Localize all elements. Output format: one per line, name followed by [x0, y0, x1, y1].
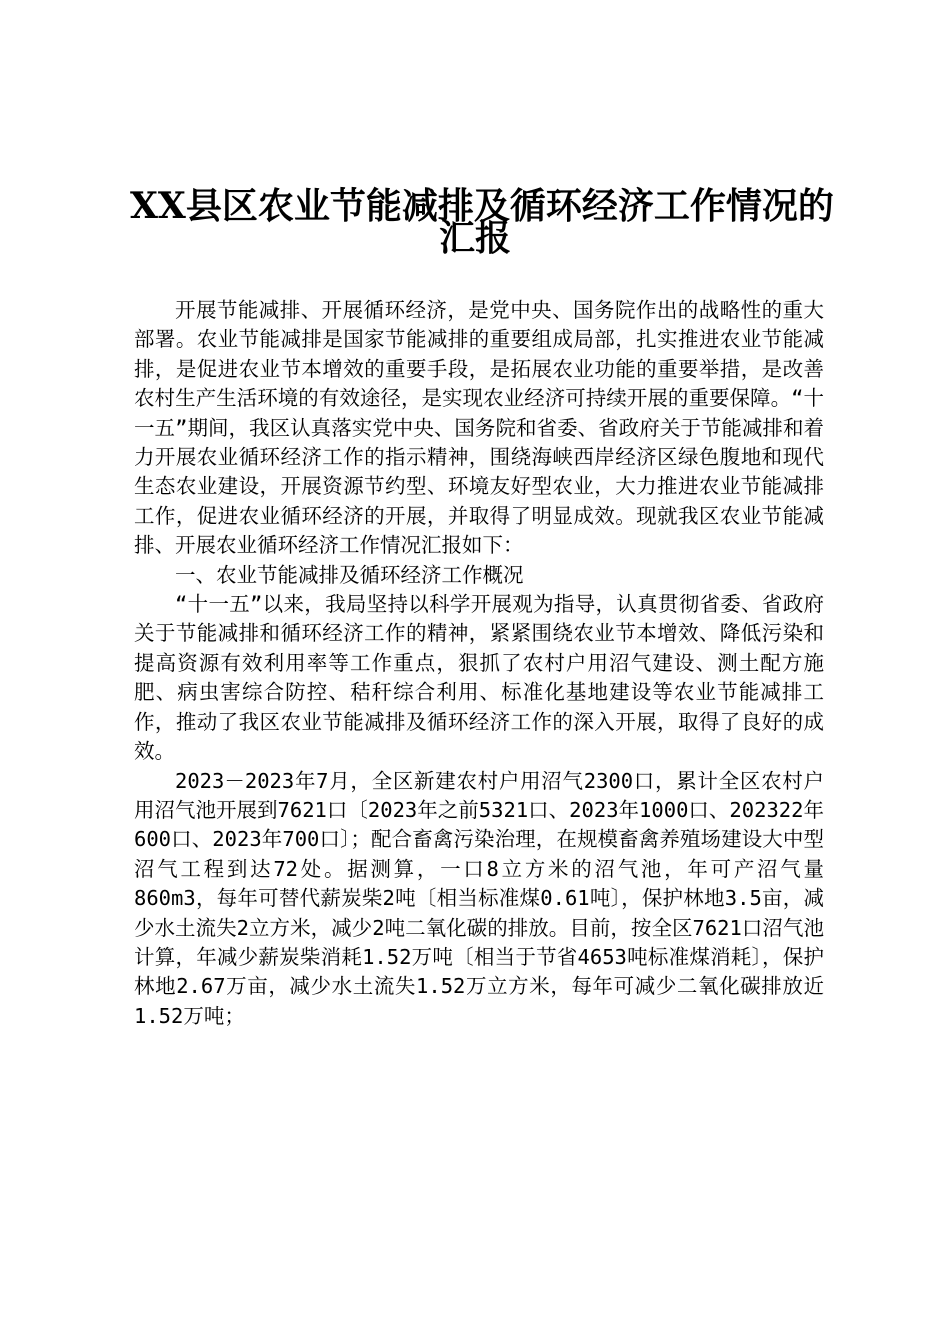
paragraph-intro: 开展节能减排、开展循环经济，是党中央、国务院作出的战略性的重大部署。农业节能减排是国家节能减排的重要组成局部，扎实推进农业节能减排，是促进农业节本增效的重要手段，是拓展农业功能的重要举措，是改善农村生产生活环境的有效途径，是实现农业经济可持续开展的重要保障。“十一五”期间，我区认真落实党中央、国务院和省委、省政府关于节能减排和着力开展农业循环经济工作的指示精神，围绕海峡西岸经济区绿色腹地和现代生态农业建设，开展资源节约型、环境友好型农业，大力推进农业节能减排工作，促进农业循环经济的开展，并取得了明显成效。现就我区农业节能减排、开展农业循环经济工作情况汇报如下：: [134, 298, 824, 558]
document-title-line-2: 汇报: [438, 217, 511, 259]
paragraph-biogas-stats: 2023－2023年7月，全区新建农村户用沼气2300口，累计全区农村户用沼气池开展到7621口〔2023年之前5321口、2023年1000口、202322年600口、2023年700口〕；配合畜禽污染治理，在规模畜禽养殖场建设大中型沼气工程到达72处。据测算，一口8立方米的沼气池，年可产沼气量860m3，每年可替代薪炭柴2吨〔相当标准煤0.61吨〕，保护林地3.5亩，减少水土流失2立方米，减少2吨二氧化碳的排放。目前，按全区7621口沼气池计算，年减少薪炭柴消耗1.52万吨〔相当于节省4653吨标准煤消耗〕，保护林地2.67万亩，减少水土流失1.52万立方米，每年可减少二氧化碳排放近1.52万吨；: [134, 768, 824, 1028]
paragraph-overview: “十一五”以来，我局坚持以科学开展观为指导，认真贯彻省委、省政府关于节能减排和循环经济工作的精神，紧紧围绕农业节本增效、降低污染和提高资源有效利用率等工作重点，狠抓了农村户用沼气建设、测土配方施肥、病虫害综合防控、秸秆综合利用、标准化基地建设等农业节能减排工作，推动了我区农业节能减排及循环经济工作的深入开展，取得了良好的成效。: [134, 592, 824, 764]
document-title-line-1: XX县区农业节能减排及循环经济工作情况的: [130, 185, 834, 227]
section-heading-1: 一、农业节能减排及循环经济工作概况: [175, 562, 524, 587]
document-body: [134, 296, 824, 1031]
